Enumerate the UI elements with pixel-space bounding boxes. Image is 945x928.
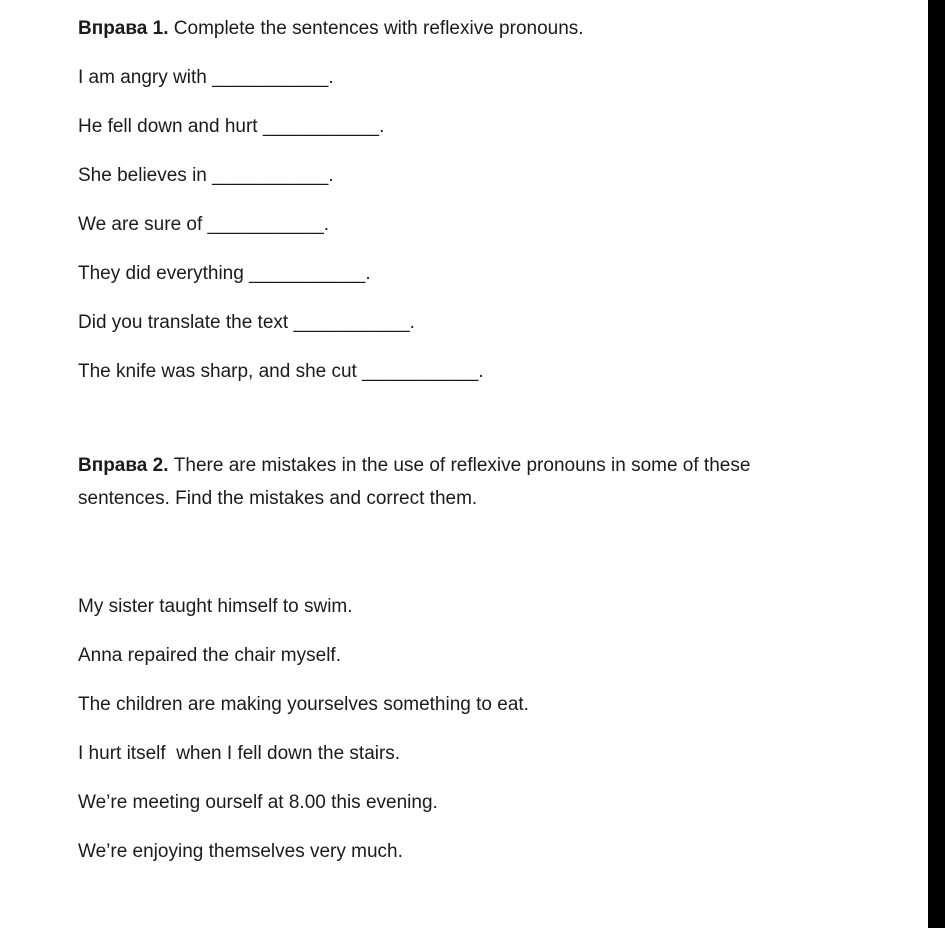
- exercise1-sentence-6: Did you translate the text ___________.: [78, 312, 415, 333]
- exercise1-heading-text: Complete the sentences with reflexive pronouns.: [168, 18, 584, 39]
- exercise1-heading: [78, 4, 928, 53]
- exercise2-heading-text: There are mistakes in the use of reflexive pronouns in some of these sentences. Find the mistakes and correct them.: [78, 455, 756, 509]
- exercise2-sentence-4: I hurt itself when I fell down the stairs.: [78, 743, 401, 764]
- exercise1-sentence-7: The knife was sharp, and she cut ___________.: [78, 361, 484, 382]
- exercise1-sentence-3: She believes in ___________.: [78, 165, 334, 186]
- exercise2-sentence-1: My sister taught himself to swim.: [78, 596, 353, 617]
- exercise1-sentence-1: I am angry with ___________.: [78, 67, 334, 88]
- exercise2-sentence-2: Anna repaired the chair myself.: [78, 645, 341, 666]
- exercise2-sentence-3: The children are making yourselves something to eat.: [78, 694, 529, 715]
- exercise1-sentence-4: We are sure of ___________.: [78, 214, 330, 235]
- exercise1-heading-number: Вправа 1.: [78, 18, 169, 39]
- exercise2-sentence-6: We’re enjoying themselves very much.: [78, 841, 403, 862]
- exercise1-sentence-2: He fell down and hurt ___________.: [78, 116, 385, 137]
- right-letterbox-bar: [928, 0, 945, 928]
- exercise2-heading-number: Вправа 2.: [78, 455, 169, 476]
- exercise2-sentence-5: We’re meeting ourself at 8.00 this evening.: [78, 792, 438, 813]
- exercise2-heading: [78, 449, 840, 515]
- exercise1-sentence-5: They did everything ___________.: [78, 263, 371, 284]
